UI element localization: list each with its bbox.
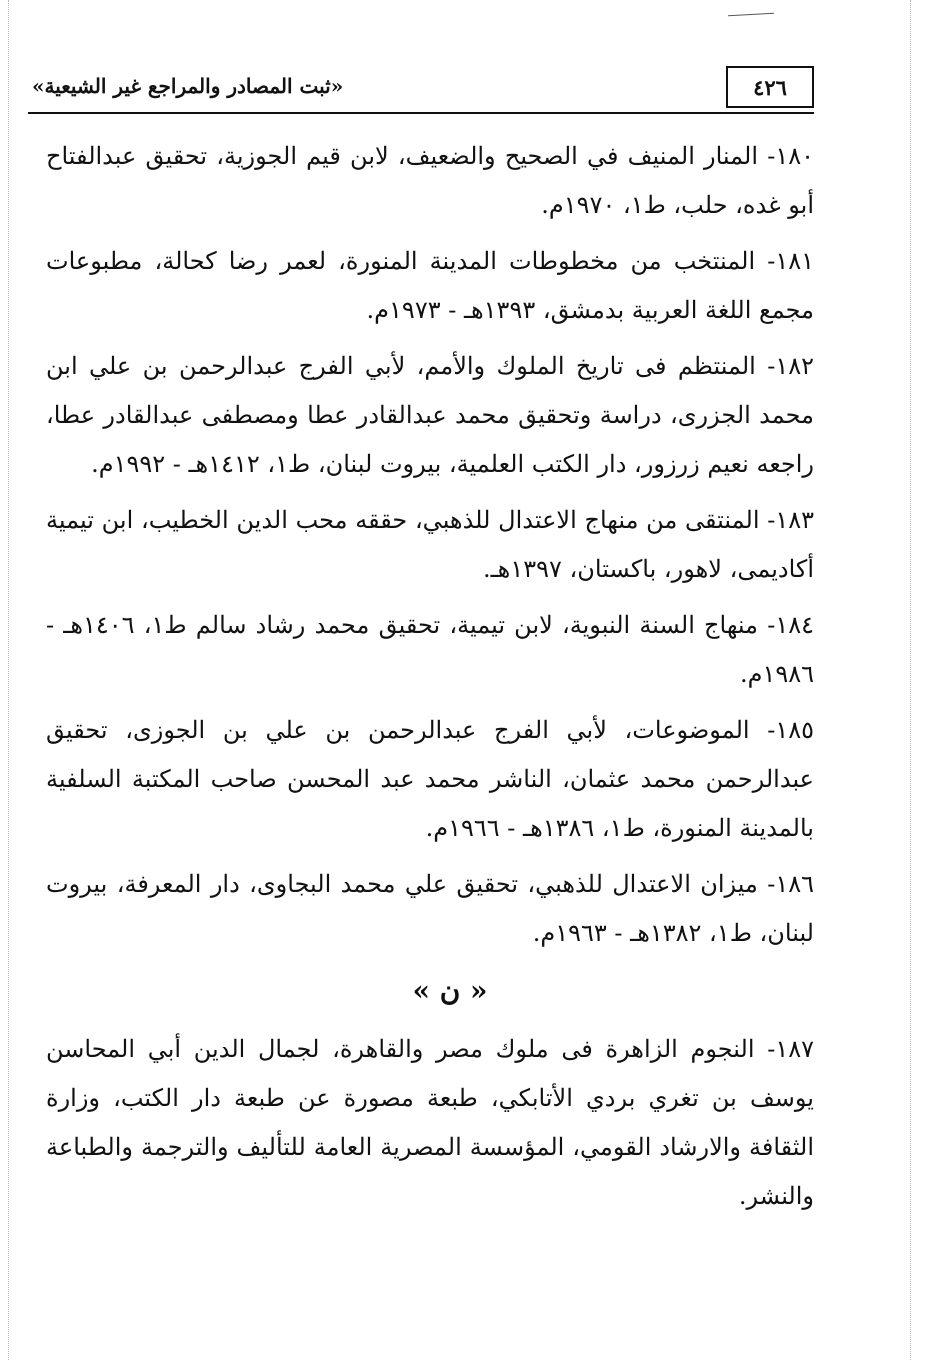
entry-number: ١٨٣- — [767, 506, 814, 534]
bibliography-entry-186 — [46, 860, 814, 958]
bibliography-entry-183 — [46, 496, 814, 594]
bibliography-entry-187 — [46, 1025, 814, 1221]
bibliography-list — [46, 132, 814, 1228]
entry-text: المنار المنيف في الصحيح والضعيف، لابن قيم الجوزية، تحقيق عبدالفتاح أبو غده، حلب، ط١، ١٩٧٠م. — [46, 142, 814, 219]
bibliography-entry-184 — [46, 601, 814, 699]
bibliography-entry-185 — [46, 706, 814, 853]
scan-margin-left — [8, 0, 9, 1360]
entry-number: ١٨٠- — [767, 142, 814, 170]
entry-number: ١٨٤- — [767, 611, 814, 639]
bibliography-entry-180 — [46, 132, 814, 230]
entry-number: ١٨٢- — [767, 352, 814, 380]
entry-text: ميزان الاعتدال للذهبي، تحقيق علي محمد البجاوى، دار المعرفة، بيروت لبنان، ط١، ١٣٨٢هـ - ١٩٦٣م. — [46, 870, 814, 947]
entry-text: المنتخب من مخطوطات المدينة المنورة، لعمر رضا كحالة، مطبوعات مجمع اللغة العربية بدمشق، ١٣٩٣هـ - ١٩٧٣م. — [46, 247, 814, 324]
page-header — [28, 66, 814, 116]
header-rule — [28, 112, 814, 114]
scan-margin-right — [910, 0, 911, 1360]
section-heading: « ن » — [412, 974, 488, 1007]
scan-mark — [728, 13, 774, 16]
entry-number: ١٨٧- — [767, 1035, 814, 1063]
running-title: «ثبت المصادر والمراجع غير الشيعية» — [32, 74, 344, 98]
entry-number: ١٨١- — [767, 247, 814, 275]
entry-number: ١٨٦- — [767, 870, 814, 898]
page-number: ٤٢٦ — [726, 66, 814, 108]
entry-text: منهاج السنة النبوية، لابن تيمية، تحقيق محمد رشاد سالم ط١، ١٤٠٦هـ - ١٩٨٦م. — [46, 611, 814, 688]
entry-number: ١٨٥- — [767, 716, 814, 744]
entry-text: المنتظم فى تاريخ الملوك والأمم، لأبي الفرج عبدالرحمن بن علي ابن محمد الجزرى، دراسة وتحقيق محمد عبدالقادر عطا ومصطفى عبدالقادر عطا، راجعه نعيم زرزور، دار الكتب العلمية، بيروت لبنان، ط١، ١٤١٢هـ - ١٩٩٢م. — [46, 352, 814, 478]
bibliography-entry-181 — [46, 237, 814, 335]
entry-text: النجوم الزاهرة فى ملوك مصر والقاهرة، لجمال الدين أبي المحاسن يوسف بن تغري بردي الأتابكي، طبعة مصورة عن طبعة دار الكتب، وزارة الثقافة والارشاد القومي، المؤسسة المصرية العامة للتأليف والترجمة والطباعة والنشر. — [46, 1035, 814, 1210]
entry-text: الموضوعات، لأبي الفرج عبدالرحمن بن علي بن الجوزى، تحقيق عبدالرحمن محمد عثمان، الناشر محمد عبد المحسن صاحب المكتبة السلفية بالمدينة المنورة، ط١، ١٣٨٦هـ - ١٩٦٦م. — [46, 716, 814, 842]
entry-text: المنتقى من منهاج الاعتدال للذهبي، حققه محب الدين الخطيب، ابن تيمية أكاديمى، لاهور، باكستان، ١٣٩٧هـ. — [46, 506, 814, 583]
bibliography-entry-182 — [46, 342, 814, 489]
